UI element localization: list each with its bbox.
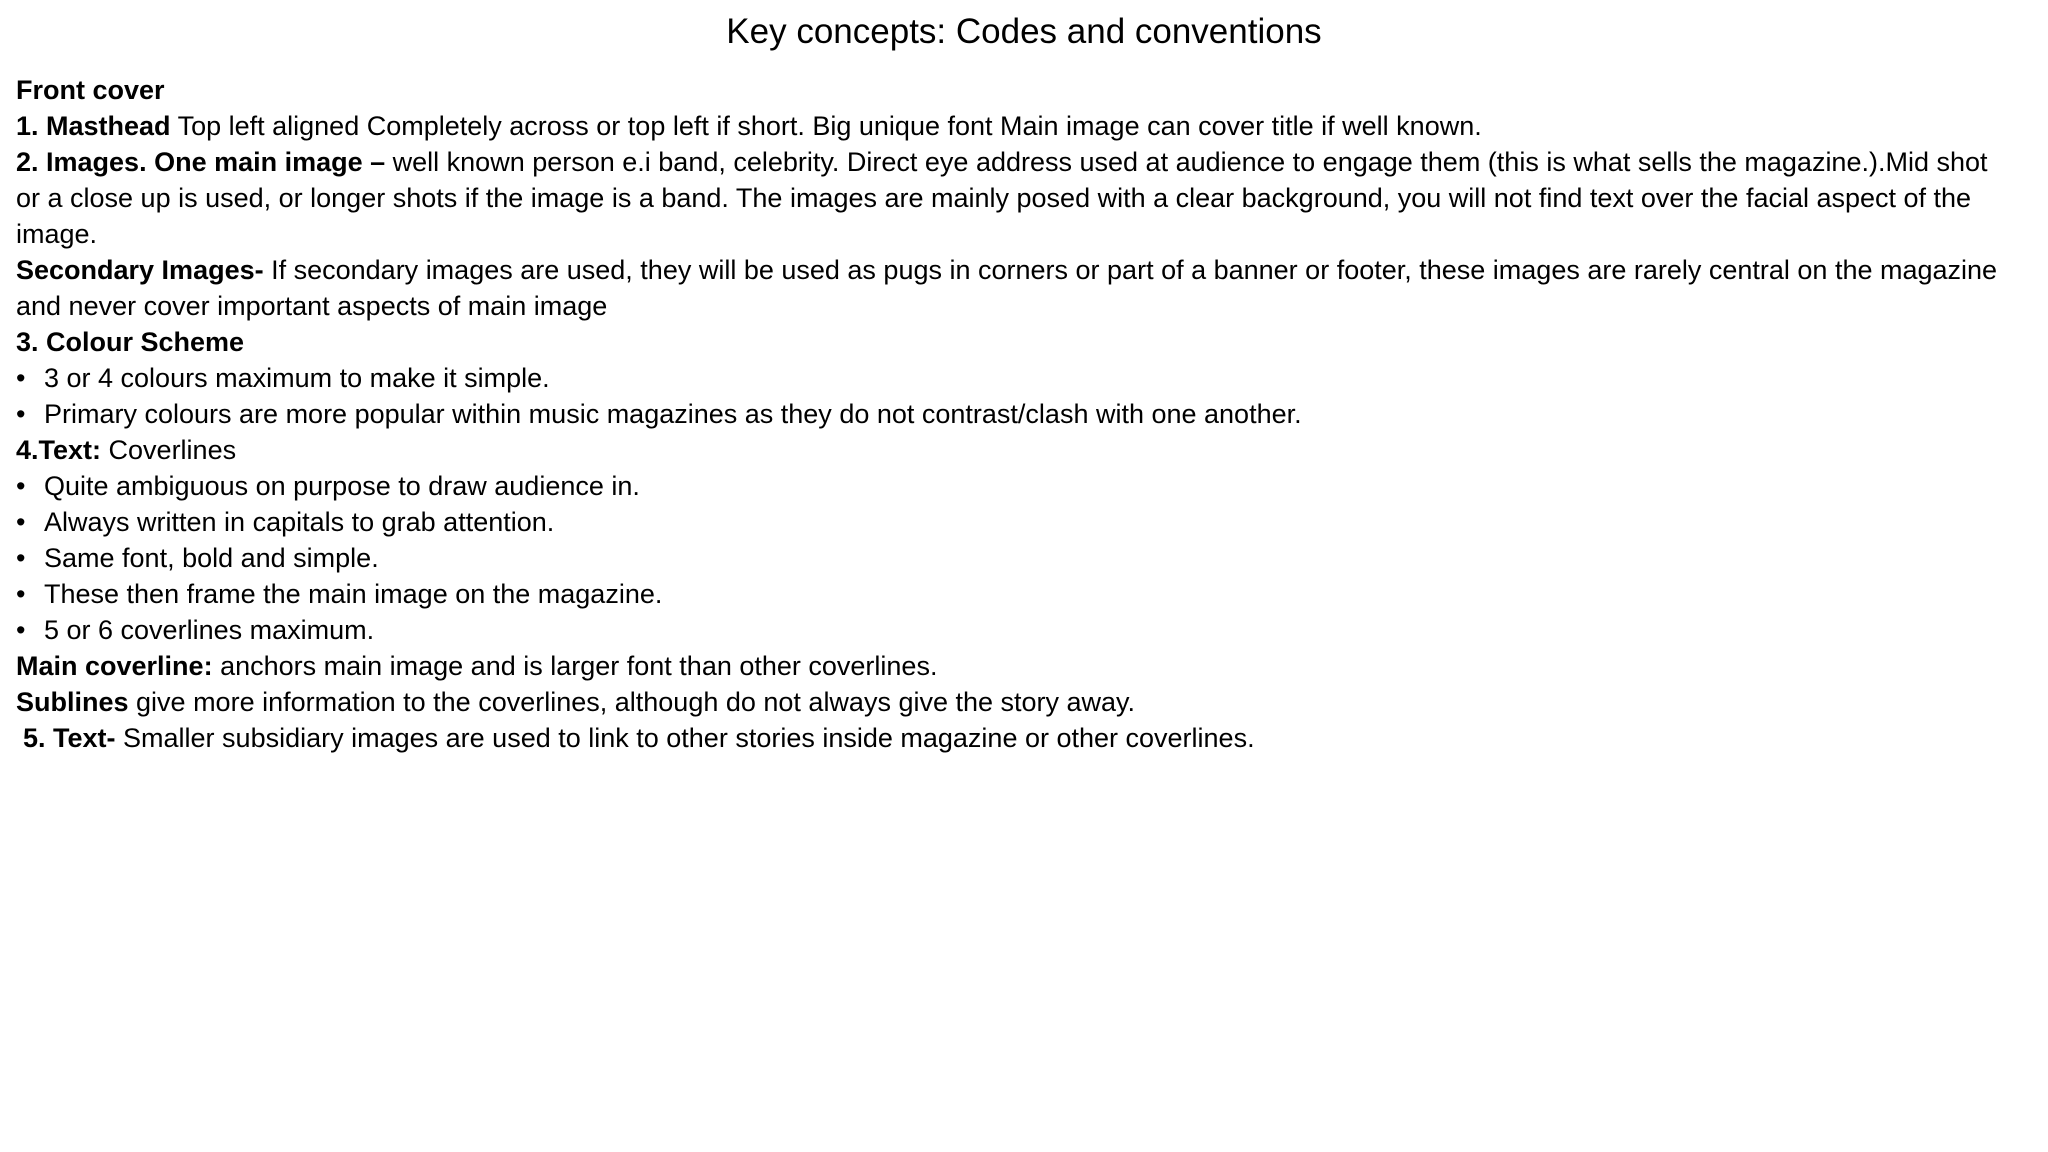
secondary-images-label: Secondary Images- — [16, 255, 264, 285]
bullet-text: Primary colours are more popular within music magazines as they do not contrast/clash with one another. — [44, 399, 1302, 429]
images-paragraph — [16, 144, 2016, 252]
images-label: 2. Images. One main image – — [16, 147, 386, 177]
bullet-icon: • — [16, 471, 26, 501]
text5-text: Smaller subsidiary images are used to link to other stories inside magazine or other coverlines. — [115, 723, 1255, 753]
slide-content — [16, 72, 2016, 756]
sublines-text: give more information to the coverlines, although do not always give the story away. — [128, 687, 1136, 717]
front-cover-heading: Front cover — [16, 75, 165, 105]
secondary-images-text: If secondary images are used, they will be used as pugs in corners or part of a banner or footer, these images are rarely central on the magazine and never cover important aspects of main image — [16, 255, 1998, 321]
text5-label: 5. Text- — [23, 723, 116, 753]
text-section-label: 4.Text: — [16, 435, 102, 465]
secondary-images-paragraph — [16, 252, 2016, 324]
text5-paragraph — [16, 720, 2016, 756]
sublines-label: Sublines — [16, 687, 129, 717]
bullet-icon: • — [16, 363, 26, 393]
text-section-paragraph — [16, 432, 2016, 468]
bullet-text: These then frame the main image on the magazine. — [44, 579, 663, 609]
list-item — [16, 396, 2016, 432]
bullet-text: Always written in capitals to grab attention. — [44, 507, 555, 537]
list-item — [16, 504, 2016, 540]
section-heading — [16, 72, 2016, 108]
bullet-icon: • — [16, 615, 26, 645]
list-item — [16, 612, 2016, 648]
sublines-paragraph — [16, 684, 2016, 720]
bullet-icon: • — [16, 579, 26, 609]
bullet-text: 3 or 4 colours maximum to make it simple. — [44, 363, 550, 393]
list-item — [16, 360, 2016, 396]
list-item — [16, 540, 2016, 576]
images-text: well known person e.i band, celebrity. Direct eye address used at audience to engage them (this is what sells the magazine.).Mid shot or a close up is used, or longer shots if the image is a band. The images are mainly posed with a clear background, you will not find text over the facial aspect of the image. — [16, 147, 1988, 249]
list-item — [16, 576, 2016, 612]
colour-scheme-heading — [16, 324, 2016, 360]
list-item — [16, 468, 2016, 504]
masthead-paragraph — [16, 108, 2016, 144]
text-section-text: Coverlines — [101, 435, 237, 465]
bullet-icon: • — [16, 543, 26, 573]
main-coverline-label: Main coverline: — [16, 651, 213, 681]
masthead-text: Top left aligned Completely across or top left if short. Big unique font Main image can cover title if well known. — [170, 111, 1482, 141]
main-coverline-text: anchors main image and is larger font than other coverlines. — [212, 651, 938, 681]
colour-scheme-label: 3. Colour Scheme — [16, 327, 245, 357]
slide-title: Key concepts: Codes and conventions — [726, 12, 1322, 51]
masthead-label: 1. Masthead — [16, 111, 171, 141]
bullet-text: Same font, bold and simple. — [44, 543, 379, 573]
bullet-text: Quite ambiguous on purpose to draw audience in. — [44, 471, 640, 501]
bullet-text: 5 or 6 coverlines maximum. — [44, 615, 375, 645]
main-coverline-paragraph — [16, 648, 2016, 684]
bullet-icon: • — [16, 507, 26, 537]
bullet-icon: • — [16, 399, 26, 429]
